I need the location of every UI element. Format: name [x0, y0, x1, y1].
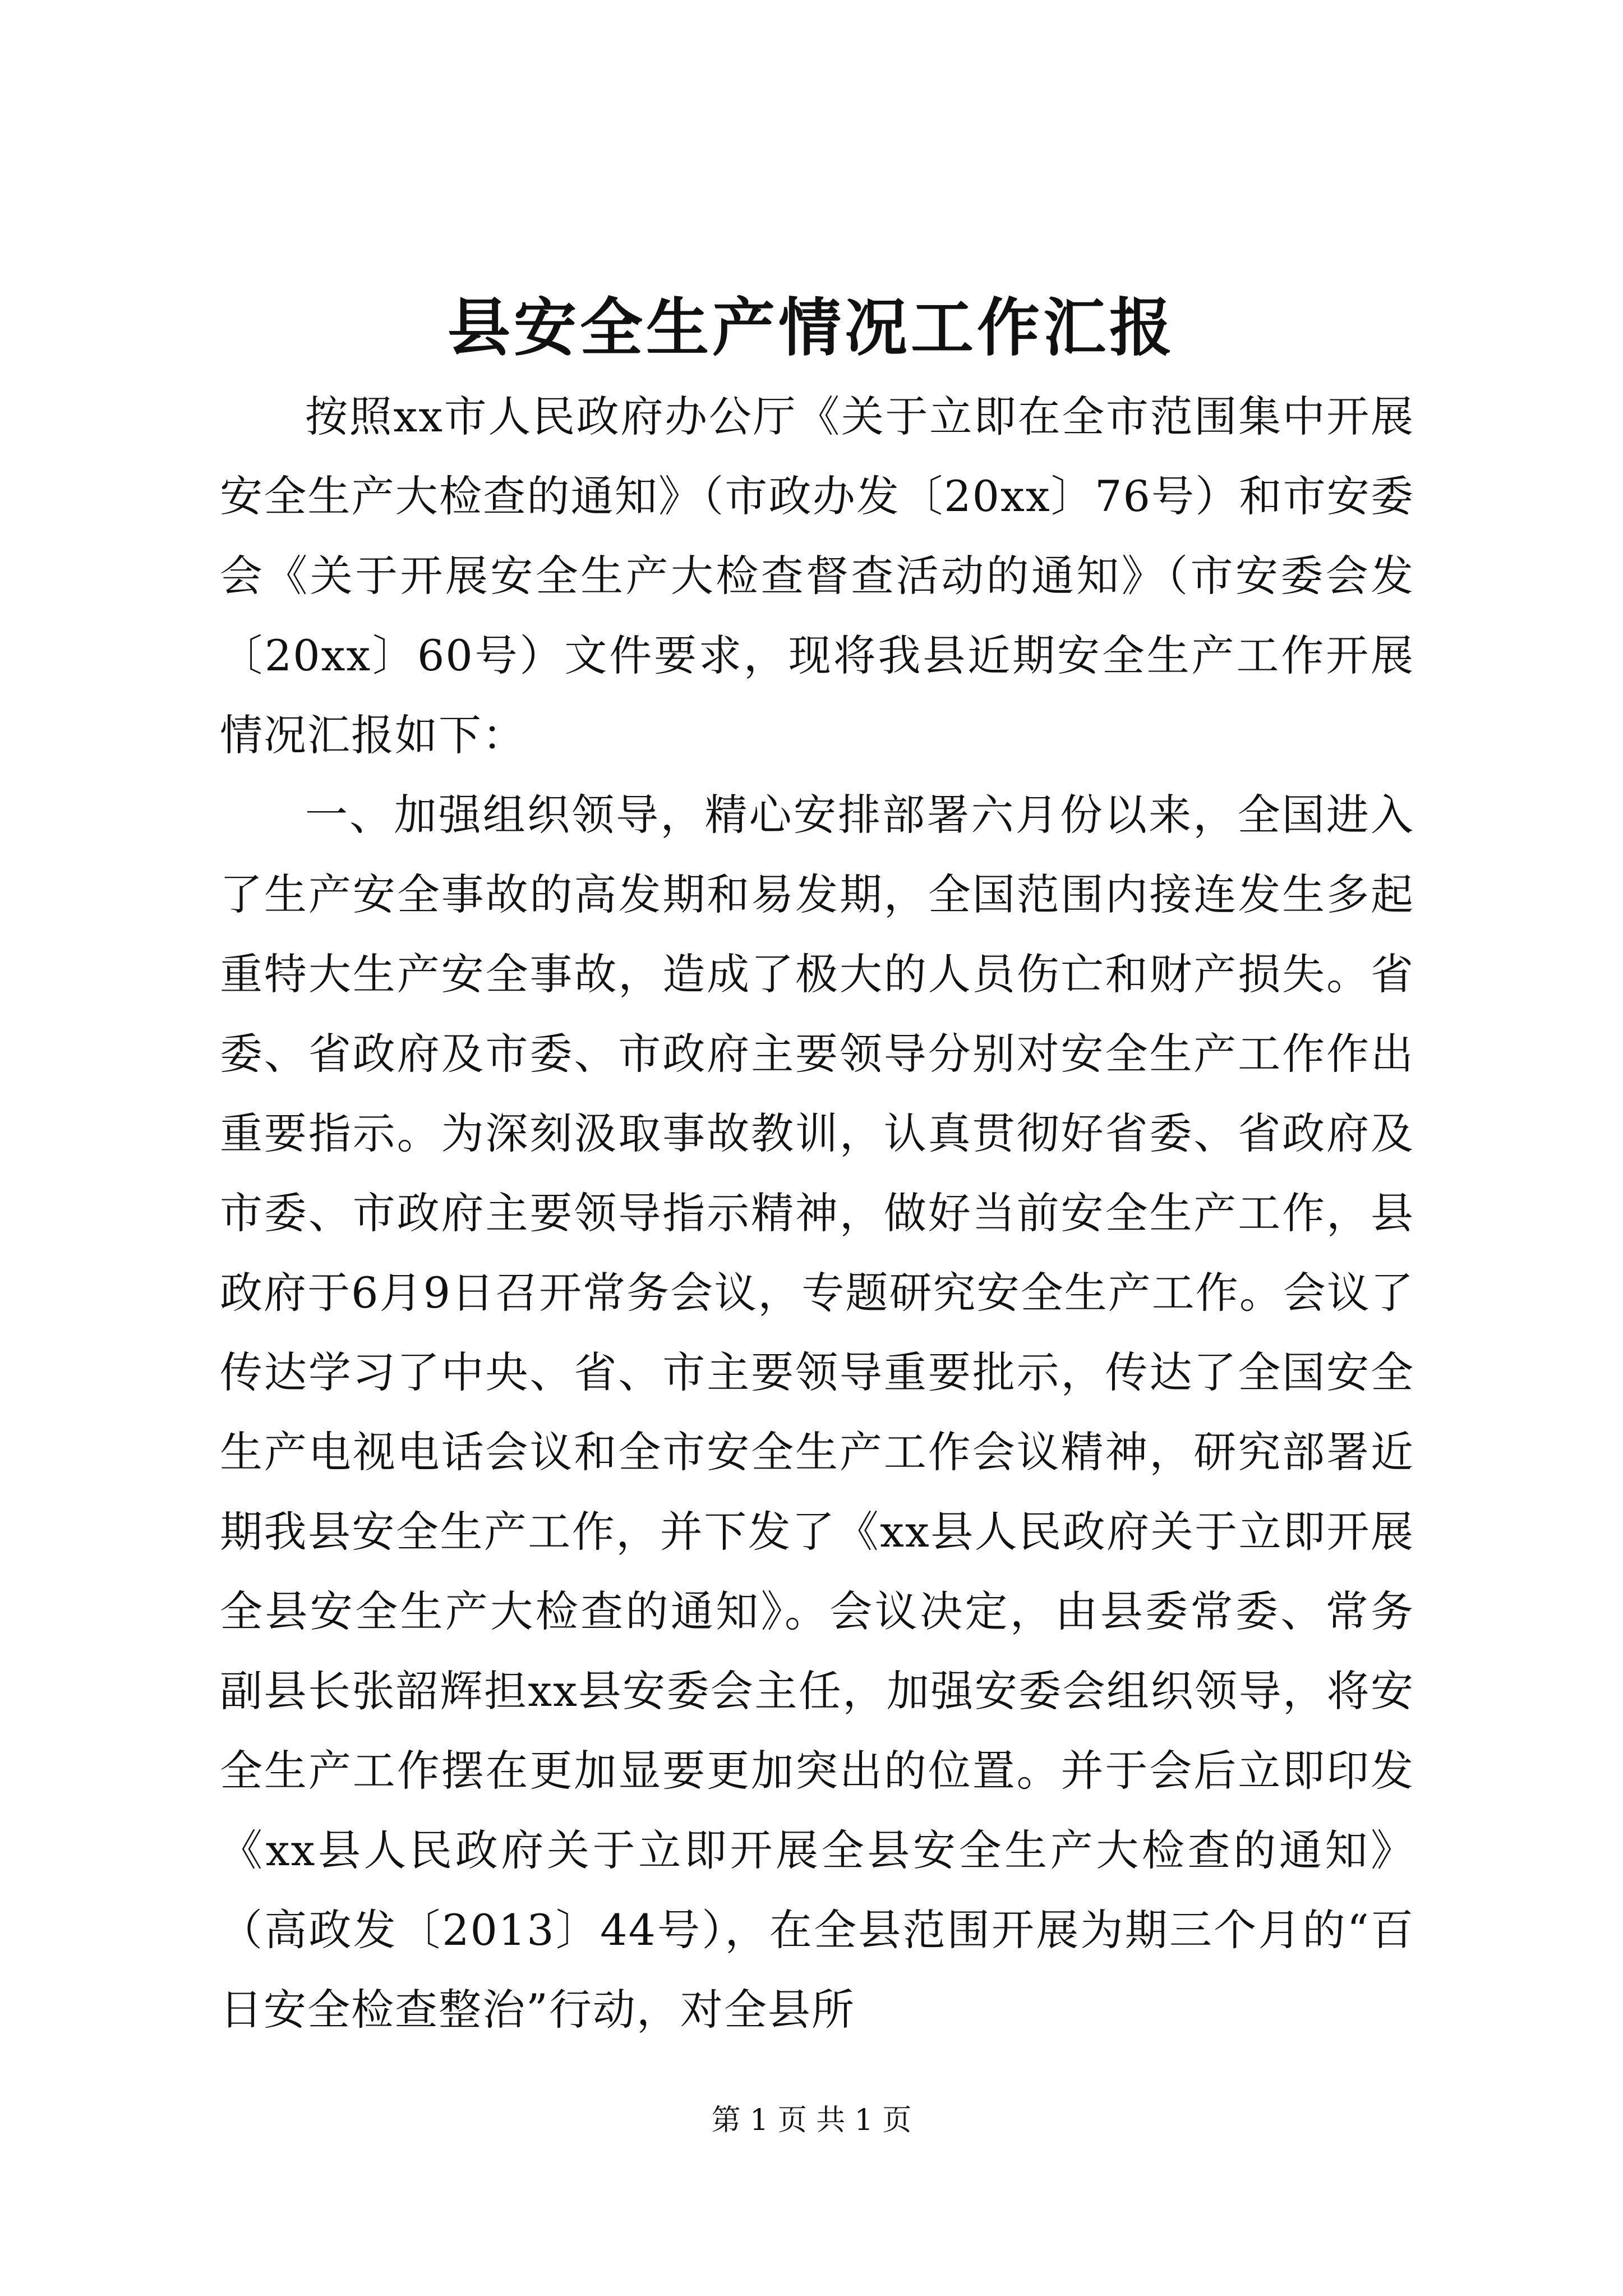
document-title: 县安全生产情况工作汇报 [448, 291, 1175, 365]
page-number-footer: 第 1 页 共 1 页 [711, 2104, 912, 2137]
paragraph-intro: 按照xx市人民政府办公厅《关于立即在全市范围集中开展安全生产大检查的通知》（市政办发〔20xx〕76号）和市安委会《关于开展安全生产大检查督查活动的通知》（市安委会发〔20xx〕60号）文件要求，现将我县近期安全生产工作开展情况汇报如下： [220, 392, 1414, 760]
paragraph-section-one: 一、加强组织领导，精心安排部署六月份以来，全国进入了生产安全事故的高发期和易发期，全国范围内接连发生多起重特大生产安全事故，造成了极大的人员伤亡和财产损失。省委、省政府及市委、市政府主要领导分别对安全生产工作作出重要指示。为深刻汲取事故教训，认真贯彻好省委、省政府及市委、市政府主要领导指示精神，做好当前安全生产工作，县政府于6月9日召开常务会议，专题研究安全生产工作。会议了传达学习了中央、省、市主要领导重要批示，传达了全国安全生产电视电话会议和全市安全生产工作会议精神，研究部署近期我县安全生产工作，并下发了《xx县人民政府关于立即开展全县安全生产大检查的通知》。会议决定，由县委常委、常务副县长张韶辉担xx县安委会主任，加强安委会组织领导，将安全生产工作摆在更加显要更加突出的位置。并于会后立即印发《xx县人民政府关于立即开展全县安全生产大检查的通知》（高政发〔2013〕44号），在全县范围开展为期三个月的“百日安全检查整治”行动，对全县所 [220, 790, 1414, 2035]
document-body [220, 377, 1414, 2050]
